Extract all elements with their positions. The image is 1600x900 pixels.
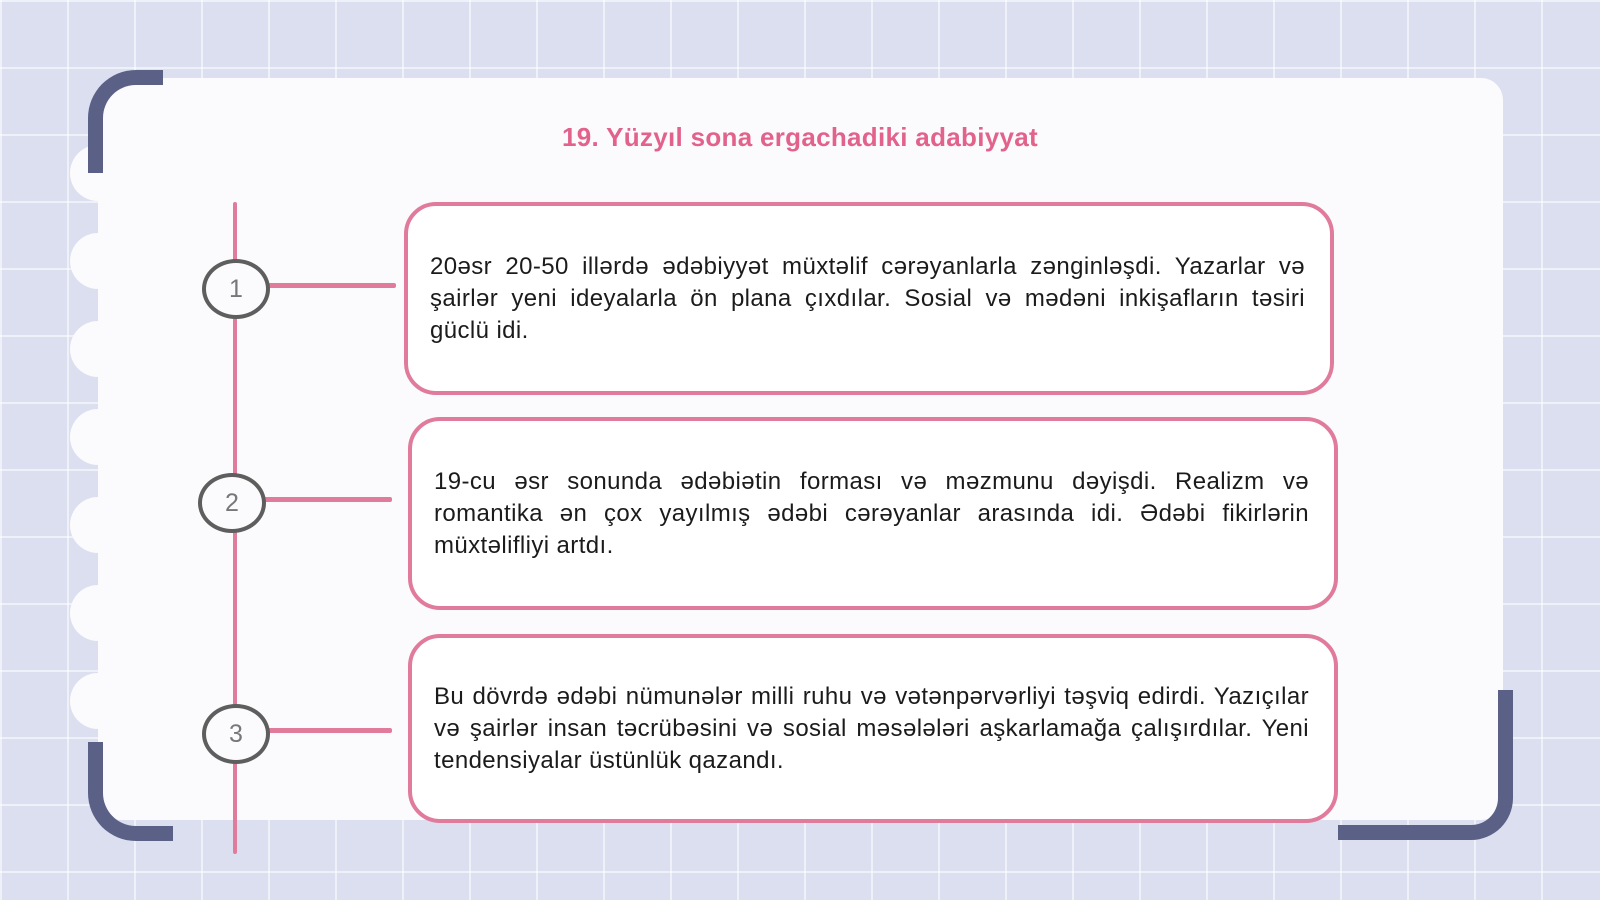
page-edge-notch [70,585,126,641]
timeline-marker-2: 2 [198,473,266,533]
page-edge-notch [70,409,126,465]
timeline-connector-2 [264,497,392,502]
timeline-marker-3: 3 [202,704,270,764]
timeline-connector-3 [268,728,392,733]
page-edge-notch [70,673,126,729]
page-edge-notch [70,233,126,289]
timeline-card-2 [408,417,1338,610]
timeline-connector-1 [268,283,396,288]
page-edge-notch [70,321,126,377]
corner-bracket-bottom-right [1338,690,1513,840]
timeline-marker-1: 1 [202,259,270,319]
slide-title: 19. Yüzyıl sona ergachadiki adabiyyat [562,122,1038,152]
corner-bracket-bottom-left [88,742,173,841]
timeline-card-3 [408,634,1338,823]
timeline-card-text: Bu dövrdə ədəbi nümunələr milli ruhu və vətənpərvərliyi təşviq edirdi. Yazıçılar və şairlər insan təcrübəsini və sosial məsələləri aşkarlamağa çalışırdılar. Yeni tendensiyalar üstünlük qazandı. [434,682,1309,774]
timeline-card-text: 20əsr 20-50 illərdə ədəbiyyət müxtəlif cərəyanlarla zənginləşdi. Yazarlar və şairlər yeni ideyalarla ön plana çıxdılar. Sosial və mədəni inkişafların təsiri güclü idi. [430,252,1305,344]
page-edge-notch [70,497,126,553]
timeline-card-1 [404,202,1334,395]
timeline-card-text: 19-cu əsr sonunda ədəbiətin forması və məzmunu dəyişdi. Realizm və romantika ən çox yayılmış ədəbi cərəyanlar arasında idi. Ədəbi fikirlərin müxtəlifliyi artdı. [434,467,1309,559]
